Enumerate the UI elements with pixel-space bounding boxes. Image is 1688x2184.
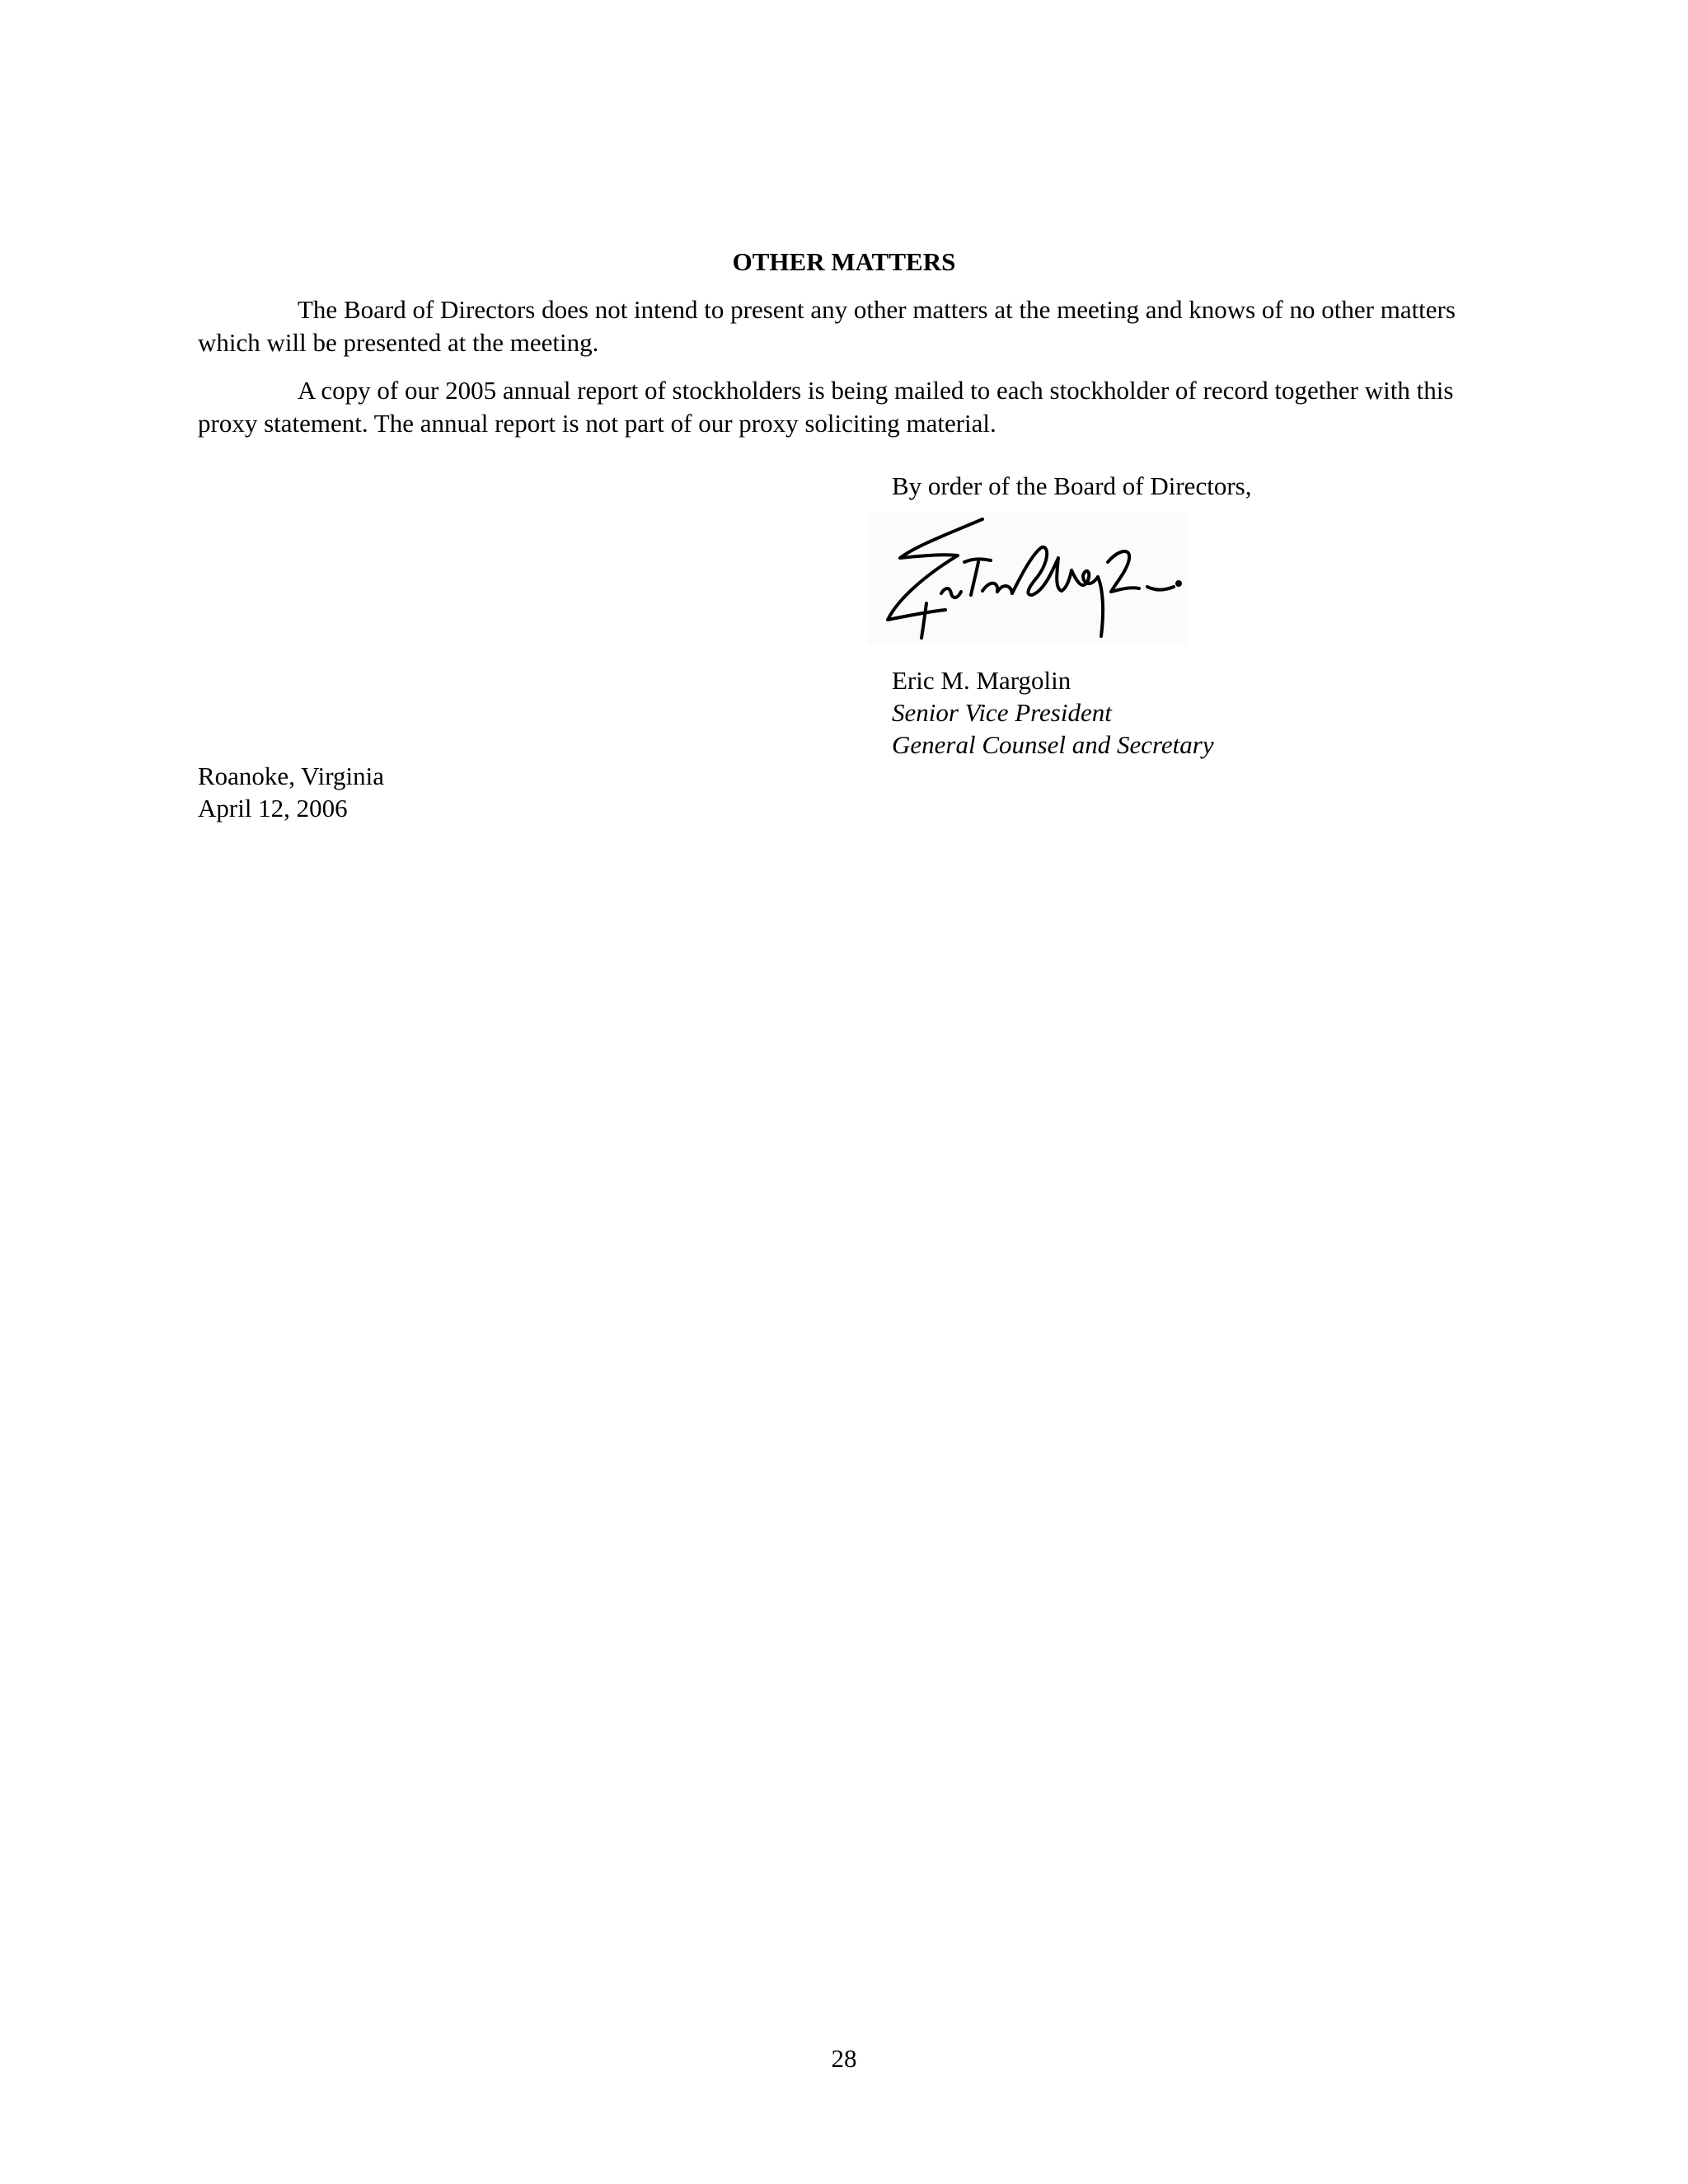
section-heading: OTHER MATTERS	[732, 247, 956, 276]
location-city: Roanoke, Virginia	[198, 762, 385, 790]
signer-title: Senior Vice President	[892, 698, 1112, 727]
page-number: 28	[831, 2044, 857, 2073]
document-date: April 12, 2006	[198, 794, 348, 823]
signer-name: Eric M. Margolin	[892, 666, 1071, 695]
paragraph-other-matters: The Board of Directors does not intend to present any other matters at the meeting and knows of no other matters which will be presented at the meeting.	[198, 295, 1456, 357]
location-date-block	[198, 760, 384, 824]
paragraph-annual-report: A copy of our 2005 annual report of stockholders is being mailed to each stockholder of record together with this proxy statement. The annual report is not part of our proxy soliciting material.	[198, 376, 1454, 438]
signer-block	[892, 664, 1214, 761]
signer-title-secondary: General Counsel and Secretary	[892, 730, 1214, 759]
signature-image	[867, 513, 1187, 644]
closing-salutation: By order of the Board of Directors,	[892, 471, 1252, 500]
